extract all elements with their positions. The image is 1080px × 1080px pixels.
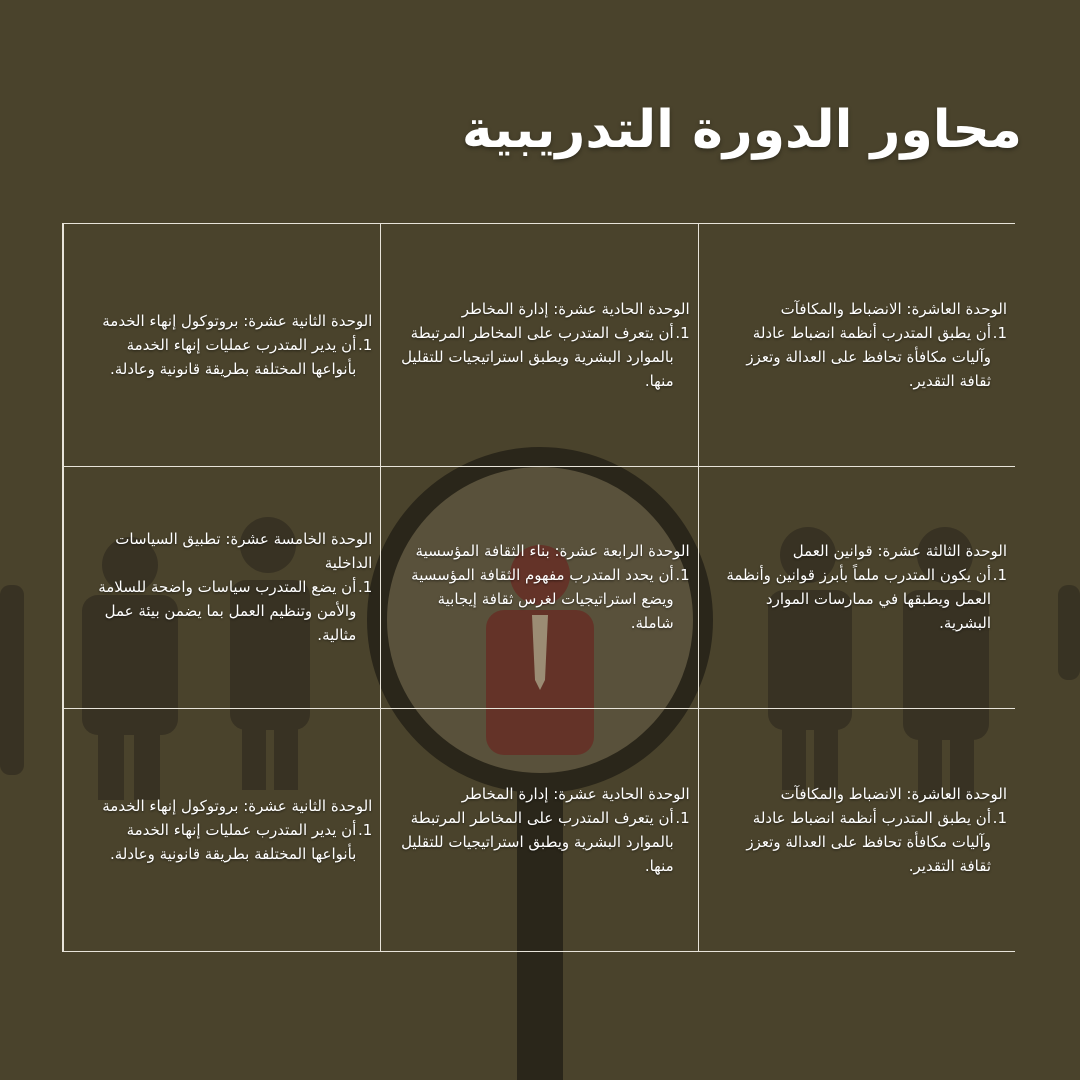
unit-title: الوحدة الخامسة عشرة: تطبيق السياسات الداخلية xyxy=(115,530,373,573)
unit-objective xyxy=(82,333,372,381)
unit-objective xyxy=(399,563,689,635)
unit-cell xyxy=(698,467,1015,710)
objective-text: أن يكون المتدرب ملماً بأبرز قوانين وأنظمة العمل ويطبقها في ممارسات الموارد البشرية. xyxy=(726,566,991,633)
objective-number: 1. xyxy=(358,335,373,354)
course-axes-table xyxy=(62,223,1015,952)
unit-objective xyxy=(399,806,689,878)
objective-number: 1. xyxy=(992,809,1007,828)
unit-cell xyxy=(380,224,697,467)
unit-cell xyxy=(63,224,380,467)
unit-cell xyxy=(63,467,380,710)
objective-number: 1. xyxy=(675,809,690,828)
unit-title: الوحدة الثالثة عشرة: قوانين العمل xyxy=(792,542,1007,561)
objective-number: 1. xyxy=(358,578,373,597)
objective-text: أن يحدد المتدرب مفهوم الثقافة المؤسسية ويضع استراتيجيات لغرس ثقافة إيجابية شاملة. xyxy=(411,566,674,633)
unit-title: الوحدة الحادية عشرة: إدارة المخاطر xyxy=(461,299,690,318)
unit-cell xyxy=(63,709,380,952)
unit-objective xyxy=(717,321,1007,393)
objective-text: أن يضع المتدرب سياسات واضحة للسلامة والأمن وتنظيم العمل بما يضمن بيئة عمل مثالية. xyxy=(98,578,357,645)
unit-objective xyxy=(717,806,1007,878)
unit-cell xyxy=(380,709,697,952)
unit-title: الوحدة العاشرة: الانضباط والمكافآت xyxy=(780,299,1007,318)
objective-number: 1. xyxy=(992,323,1007,342)
objective-text: أن يدير المتدرب عمليات إنهاء الخدمة بأنواعها المختلفة بطريقة قانونية وعادلة. xyxy=(109,335,357,378)
objective-number: 1. xyxy=(358,821,373,840)
unit-cell xyxy=(698,224,1015,467)
unit-title: الوحدة الرابعة عشرة: بناء الثقافة المؤسسية xyxy=(415,542,690,561)
objective-text: أن يدير المتدرب عمليات إنهاء الخدمة بأنواعها المختلفة بطريقة قانونية وعادلة. xyxy=(109,821,357,864)
objective-text: أن يطبق المتدرب أنظمة انضباط عادلة وآليات مكافأة تحافظ على العدالة وتعزز ثقافة التقدير. xyxy=(746,809,991,876)
objective-number: 1. xyxy=(675,566,690,585)
page-title: محاور الدورة التدريبية xyxy=(461,100,1022,160)
unit-objective xyxy=(82,818,372,866)
unit-cell xyxy=(380,467,697,710)
objective-number: 1. xyxy=(992,566,1007,585)
unit-objective xyxy=(717,563,1007,635)
objective-text: أن يتعرف المتدرب على المخاطر المرتبطة بالموارد البشرية ويطبق استراتيجيات للتقليل منها. xyxy=(401,809,674,876)
unit-objective xyxy=(399,321,689,393)
unit-title: الوحدة العاشرة: الانضباط والمكافآت xyxy=(780,785,1007,804)
objective-number: 1. xyxy=(675,323,690,342)
unit-cell xyxy=(698,709,1015,952)
objective-text: أن يطبق المتدرب أنظمة انضباط عادلة وآليات مكافأة تحافظ على العدالة وتعزز ثقافة التقدير. xyxy=(746,323,991,390)
unit-title: الوحدة الثانية عشرة: بروتوكول إنهاء الخدمة xyxy=(102,311,373,330)
unit-objective xyxy=(82,575,372,647)
objective-text: أن يتعرف المتدرب على المخاطر المرتبطة بالموارد البشرية ويطبق استراتيجيات للتقليل منها. xyxy=(401,323,674,390)
unit-title: الوحدة الحادية عشرة: إدارة المخاطر xyxy=(461,785,690,804)
unit-title: الوحدة الثانية عشرة: بروتوكول إنهاء الخدمة xyxy=(102,797,373,816)
